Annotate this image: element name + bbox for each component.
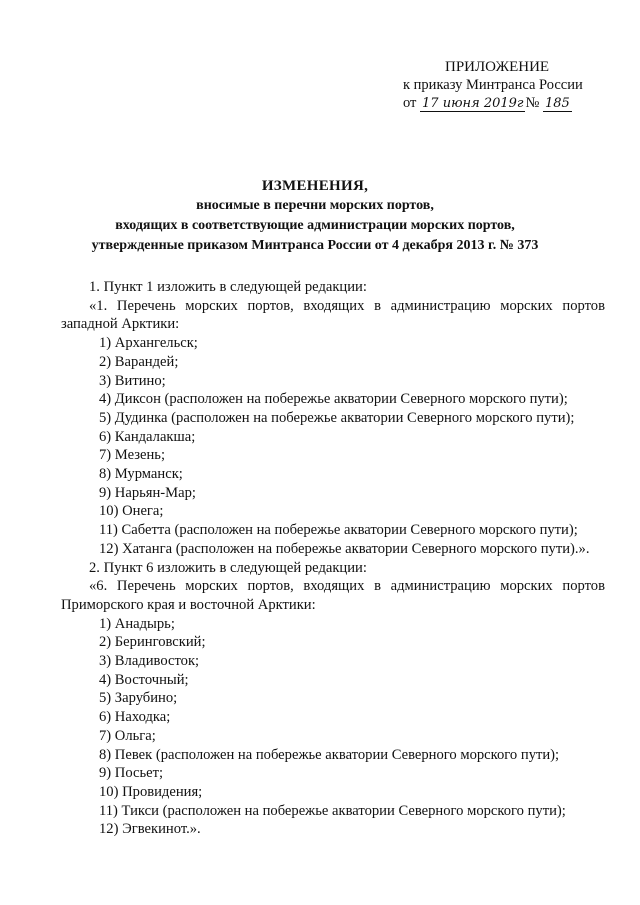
list-item: 7) Ольга;: [99, 727, 156, 744]
paragraph-1: 1. Пункт 1 изложить в следующей редакции:: [89, 279, 367, 295]
paragraph-2-quote-cont: Приморского края и восточной Арктики:: [61, 596, 316, 613]
list-item: 2) Беринговский;: [99, 634, 206, 651]
list-item: 3) Витино;: [99, 372, 166, 389]
list-item: 12) Хатанга (расположен на побережье акватории Северного морского пути).».: [99, 540, 590, 557]
appendix-date-line: [403, 94, 603, 112]
appendix-heading: ПРИЛОЖЕНИЕ: [445, 59, 550, 75]
appendix-header: [403, 58, 603, 112]
handwritten-number: 185: [544, 96, 570, 111]
list-item: 5) Зарубино;: [99, 690, 178, 707]
document-title: [60, 176, 570, 256]
list-item: 5) Дудинка (расположен на побережье акватории Северного морского пути);: [99, 409, 575, 426]
list-item: 9) Посьет;: [99, 765, 164, 782]
list-item: 4) Восточный;: [99, 671, 189, 688]
paragraph-2-quote: «6. Перечень морских портов, входящих в администрацию морских портов: [89, 578, 605, 595]
list-item: 2) Варандей;: [99, 353, 179, 370]
list-item: 8) Мурманск;: [99, 466, 183, 483]
list-item: 10) Онега;: [99, 503, 164, 520]
list-item: 1) Архангельск;: [99, 335, 198, 352]
from-label: от: [403, 95, 417, 111]
list-item: 6) Кандалакша;: [99, 428, 196, 445]
document-body: [61, 278, 605, 839]
appendix-order-ref: к приказу Минтранса России: [403, 77, 583, 93]
title-line-2: вносимые в перечни морских портов,: [196, 198, 434, 213]
list-item: 9) Нарьян-Мар;: [99, 484, 196, 501]
list-item: 10) Провидения;: [99, 783, 203, 800]
paragraph-1-quote-cont: западной Арктики:: [61, 316, 180, 333]
ports-list-primorye-east-arctic: [61, 615, 605, 839]
list-item: 11) Сабетта (расположен на побережье акватории Северного морского пути);: [99, 522, 578, 539]
list-item: 6) Находка;: [99, 709, 171, 726]
list-item: 1) Анадырь;: [99, 615, 175, 632]
title-line-1: ИЗМЕНЕНИЯ,: [261, 178, 369, 194]
title-line-3: входящих в соответствующие администрации морских портов,: [115, 218, 515, 233]
list-item: 11) Тикси (расположен на побережье акватории Северного морского пути);: [99, 802, 566, 819]
number-label: №: [525, 95, 540, 111]
handwritten-date: 17 июня 2019г: [422, 96, 524, 111]
title-line-4: утвержденные приказом Минтранса России от 4 декабря 2013 г. № 373: [91, 238, 539, 253]
list-item: 4) Диксон (расположен на побережье акватории Северного морского пути);: [99, 391, 568, 408]
list-item: 12) Эгвекинот.».: [99, 821, 201, 838]
paragraph-2: 2. Пункт 6 изложить в следующей редакции:: [89, 559, 367, 576]
ports-list-west-arctic: [61, 334, 605, 558]
list-item: 7) Мезень;: [99, 447, 166, 464]
list-item: 3) Владивосток;: [99, 653, 200, 670]
paragraph-1-quote: «1. Перечень морских портов, входящих в администрацию морских портов: [89, 297, 605, 314]
list-item: 8) Певек (расположен на побережье акватории Северного морского пути);: [99, 746, 560, 763]
